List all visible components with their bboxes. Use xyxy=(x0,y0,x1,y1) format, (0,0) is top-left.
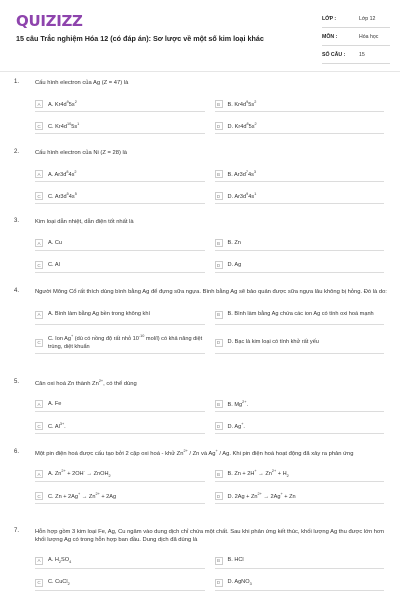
option-letter: C xyxy=(35,339,43,347)
question-number: 5. xyxy=(14,379,20,385)
question-number: 2. xyxy=(14,149,20,155)
text-part: mol/l) có khả năng diệt trùng, diệt khuẩn xyxy=(48,336,203,350)
option-text: D. Ag xyxy=(227,261,242,268)
text-part: B. Mg xyxy=(227,401,243,408)
superscript: 1 xyxy=(254,191,257,196)
question-number: 7. xyxy=(14,528,20,534)
superscript: 5 xyxy=(74,191,77,196)
superscript: + xyxy=(215,449,218,453)
option-text xyxy=(48,579,70,587)
text-part: + 2OH xyxy=(65,471,84,478)
option-grid xyxy=(35,305,384,354)
question-text xyxy=(35,379,384,388)
subscript: 3 xyxy=(249,581,252,586)
text-part: (dù có nồng độ rất nhỏ 10 xyxy=(73,336,139,343)
option-b[interactable] xyxy=(215,236,385,251)
text-part: D. Kr4d xyxy=(227,123,247,130)
superscript: 2 xyxy=(254,121,257,126)
meta-value: Lớp 12 xyxy=(359,15,376,22)
text-part: SO xyxy=(61,556,70,563)
text-part: + H xyxy=(276,471,287,478)
option-a[interactable] xyxy=(35,236,205,251)
text-part: 4s xyxy=(68,193,75,200)
option-b[interactable] xyxy=(215,467,385,482)
option-grid xyxy=(35,97,384,134)
subscript: 2 xyxy=(286,474,289,479)
option-text xyxy=(48,170,77,179)
option-text xyxy=(228,170,257,179)
text-part: 5s xyxy=(71,123,78,130)
option-letter: D xyxy=(215,192,223,200)
superscript: 1 xyxy=(77,121,80,126)
question-text xyxy=(35,449,390,458)
meta-key: LỚP : xyxy=(322,15,337,22)
question-3 xyxy=(0,218,400,273)
text-part: + 2Ag xyxy=(99,493,117,500)
text-part: . xyxy=(246,401,249,408)
option-letter: D xyxy=(215,492,223,500)
text-part: A. Kr4d xyxy=(48,101,67,108)
option-grid xyxy=(35,467,384,504)
option-c[interactable] xyxy=(35,119,205,134)
text-part: . xyxy=(64,423,66,430)
text-part: → Zn xyxy=(256,471,272,478)
option-b[interactable] xyxy=(215,97,385,112)
text-part: C. Ion Ag xyxy=(48,336,72,343)
option-letter: B xyxy=(215,400,223,408)
superscript: 3 xyxy=(253,169,257,174)
superscript: + xyxy=(280,491,283,496)
option-text xyxy=(48,422,66,431)
superscript: 2 xyxy=(74,99,77,104)
text-part: D. Ar3d xyxy=(227,193,247,200)
option-text xyxy=(228,100,257,109)
option-letter: C xyxy=(35,192,43,200)
superscript: -10 xyxy=(138,334,145,339)
option-text: B. HCl xyxy=(227,557,244,563)
superscript: 9 xyxy=(246,191,249,196)
text-part: D. Ag xyxy=(227,423,242,430)
option-d[interactable] xyxy=(215,332,385,354)
option-letter: A xyxy=(35,239,43,247)
subscript: 2 xyxy=(108,474,111,479)
option-text: A. Bình làm bằng Ag bền trong không khí xyxy=(48,311,151,318)
question-6 xyxy=(0,449,400,504)
superscript: 2+ xyxy=(242,399,247,404)
option-c[interactable] xyxy=(35,189,205,204)
option-text xyxy=(228,422,245,431)
option-c[interactable] xyxy=(35,576,205,591)
text-part: 4s xyxy=(247,171,254,178)
text-part: / Ag. Khi pin điện hoá hoạt động đã xảy ra phản ứng xyxy=(217,450,354,457)
superscript: 2+ xyxy=(271,469,277,474)
text-part: Cân oxi hoá Zn thành Zn xyxy=(35,380,99,387)
option-text: B. Bình làm bằng Ag chứa các ion Ag có tính oxi hoá mạnh xyxy=(227,311,374,318)
option-text xyxy=(228,579,252,587)
option-letter: C xyxy=(35,122,43,130)
option-text xyxy=(48,469,111,479)
meta-info-box xyxy=(322,10,390,64)
option-text xyxy=(48,122,79,131)
option-letter: B xyxy=(215,239,223,247)
option-letter: A xyxy=(35,470,43,478)
option-a[interactable] xyxy=(35,167,205,182)
option-b[interactable] xyxy=(215,397,385,412)
question-1 xyxy=(0,79,400,134)
superscript: 3+ xyxy=(59,421,65,426)
subscript: 2 xyxy=(67,581,70,586)
option-text: D. Bạc là kim loại có tính khử rất yếu xyxy=(227,339,319,346)
option-letter: D xyxy=(215,579,223,587)
meta-key: MÔN : xyxy=(322,33,338,40)
text-part: C. Ar3d xyxy=(48,193,67,200)
question-4 xyxy=(0,288,400,354)
text-part: A. Zn xyxy=(48,471,62,478)
option-text: B. Zn xyxy=(227,239,241,246)
text-part: B. Ar3d xyxy=(227,171,246,178)
superscript: + xyxy=(71,334,74,339)
option-grid xyxy=(35,397,384,434)
question-number: 3. xyxy=(14,218,20,224)
text-part: Một pin điện hoá được cấu tạo bởi 2 cặp oxi hoá - khử Zn xyxy=(35,450,184,457)
option-text xyxy=(48,192,77,201)
option-grid xyxy=(35,236,384,273)
subscript: 4 xyxy=(69,559,72,564)
option-c[interactable] xyxy=(35,419,205,434)
option-letter: B xyxy=(215,100,223,108)
text-part: 5s xyxy=(248,101,255,108)
text-part: + Zn xyxy=(282,493,296,500)
question-number: 1. xyxy=(14,79,20,85)
option-text xyxy=(228,122,257,131)
option-text xyxy=(228,400,249,409)
superscript: 2+ xyxy=(61,469,66,474)
question-2 xyxy=(0,149,400,204)
option-text xyxy=(48,334,205,351)
superscript: + xyxy=(241,421,244,426)
text-part: / Zn và Ag xyxy=(187,450,216,457)
option-a[interactable] xyxy=(35,554,205,569)
option-letter: B xyxy=(215,470,223,478)
text-part: C. Kr4d xyxy=(48,123,67,130)
option-text xyxy=(48,100,77,109)
document-header xyxy=(0,0,400,72)
quizizz-logo: QUIZIZZ xyxy=(16,12,83,30)
text-part: D. AgNO xyxy=(227,578,250,585)
superscript: 8 xyxy=(66,169,69,174)
superscript: + xyxy=(254,469,257,474)
text-part: 5s xyxy=(248,123,255,130)
text-part: D. 2Ag + Zn xyxy=(227,493,258,500)
meta-row-subject xyxy=(322,28,390,46)
text-part: , có thể dùng xyxy=(103,380,137,387)
option-c[interactable] xyxy=(35,332,205,354)
option-letter: D xyxy=(215,339,223,347)
superscript: 8 xyxy=(246,121,249,126)
option-letter: A xyxy=(35,311,43,319)
text-part: 5s xyxy=(68,101,75,108)
superscript: 2+ xyxy=(257,491,262,496)
option-a[interactable] xyxy=(35,305,205,325)
superscript: + xyxy=(78,491,81,496)
option-text: A. Fe xyxy=(48,400,62,407)
question-7 xyxy=(0,528,400,591)
text-part: 4s xyxy=(68,171,75,178)
superscript: 2 xyxy=(74,169,77,174)
option-grid xyxy=(35,167,384,204)
question-5 xyxy=(0,379,400,434)
superscript: 2+ xyxy=(98,379,104,383)
option-c[interactable] xyxy=(35,489,205,504)
option-letter: B xyxy=(215,170,223,178)
text-part: C. Al xyxy=(48,423,60,430)
option-b[interactable] xyxy=(215,554,385,569)
option-text xyxy=(228,469,289,479)
option-letter: A xyxy=(35,170,43,178)
option-text xyxy=(48,492,116,501)
meta-row-class xyxy=(322,10,390,28)
option-text xyxy=(228,192,257,201)
option-grid xyxy=(35,554,384,591)
text-part: A. H xyxy=(48,556,59,563)
text-part: → Zn xyxy=(80,493,96,500)
question-number: 4. xyxy=(14,288,20,294)
option-letter: D xyxy=(215,261,223,269)
option-b[interactable] xyxy=(215,167,385,182)
option-text: C. Al xyxy=(48,261,60,268)
option-letter: A xyxy=(35,100,43,108)
option-letter: D xyxy=(215,122,223,130)
option-letter: D xyxy=(215,422,223,430)
meta-key: SỐ CÂU : xyxy=(322,51,346,58)
superscript: 9 xyxy=(246,99,249,104)
option-letter: B xyxy=(215,557,223,565)
text-part: → ZnOH xyxy=(84,471,109,478)
meta-row-count xyxy=(322,46,390,64)
meta-value: Hóa học xyxy=(359,33,379,40)
option-a[interactable] xyxy=(35,97,205,112)
text-part: A. Ar3d xyxy=(48,171,67,178)
option-text xyxy=(48,557,71,565)
option-letter: B xyxy=(215,311,223,319)
option-d[interactable] xyxy=(215,419,385,434)
question-text: Cấu hình electron của Ni (Z = 28) là xyxy=(35,150,127,156)
option-d[interactable] xyxy=(215,119,385,134)
option-text xyxy=(228,492,296,501)
option-letter: C xyxy=(35,579,43,587)
text-part: C. CuCl xyxy=(48,578,68,585)
superscript: 7 xyxy=(245,169,248,174)
option-letter: C xyxy=(35,422,43,430)
superscript: 10 xyxy=(66,121,72,126)
option-text: A. Cu xyxy=(48,239,62,246)
superscript: 2+ xyxy=(95,491,100,496)
option-b[interactable] xyxy=(215,305,385,325)
page-title: 15 câu Trắc nghiệm Hóa 12 (có đáp án): Sơ lược về một số kim loại khác xyxy=(16,34,264,43)
question-text: Cấu hình electron của Ag (Z = 47) là xyxy=(35,80,129,86)
subscript: 2 xyxy=(58,559,62,564)
question-text: Kim loại dẫn nhiệt, dẫn điện tốt nhất là xyxy=(35,219,134,225)
option-d[interactable] xyxy=(215,258,385,273)
option-d[interactable] xyxy=(215,489,385,504)
text-part: B. Kr4d xyxy=(227,101,247,108)
question-text: Người Mông Cổ rất thích dùng bình bằng Ag để đựng sữa ngựa. Bình bằng Ag sẽ bảo quản được sữa ngựa lâu không bị hỏng. Đó là do: xyxy=(35,289,387,295)
option-c[interactable] xyxy=(35,258,205,273)
option-letter: C xyxy=(35,261,43,269)
text-part: → 2Ag xyxy=(261,493,281,500)
superscript: 2 xyxy=(254,99,257,104)
superscript: - xyxy=(83,469,85,474)
superscript: 9 xyxy=(66,99,69,104)
text-part: C. Zn + 2Ag xyxy=(48,493,79,500)
superscript: 2+ xyxy=(183,449,188,453)
meta-value: 15 xyxy=(359,51,365,58)
option-letter: A xyxy=(35,557,43,565)
option-letter: A xyxy=(35,400,43,408)
option-a[interactable] xyxy=(35,397,205,412)
option-d[interactable] xyxy=(215,189,385,204)
option-d[interactable] xyxy=(215,576,385,591)
question-number: 6. xyxy=(14,449,20,455)
text-part: 4s xyxy=(248,193,255,200)
option-letter: C xyxy=(35,492,43,500)
superscript: 5 xyxy=(66,191,69,196)
text-part: . xyxy=(243,423,245,430)
option-a[interactable] xyxy=(35,467,205,482)
question-text: Hỗn hợp gồm 3 kim loại Fe, Ag, Cu ngâm vào dung dịch chỉ chứa một chất. Sau khi phản ứng kết thúc, khối lượng Ag thu được lớn hơn khối lượng Ag có trong hỗn hợp ban đầu. Dung dịch đã dùng là xyxy=(35,529,385,544)
text-part: B. Zn + 2H xyxy=(227,471,255,478)
